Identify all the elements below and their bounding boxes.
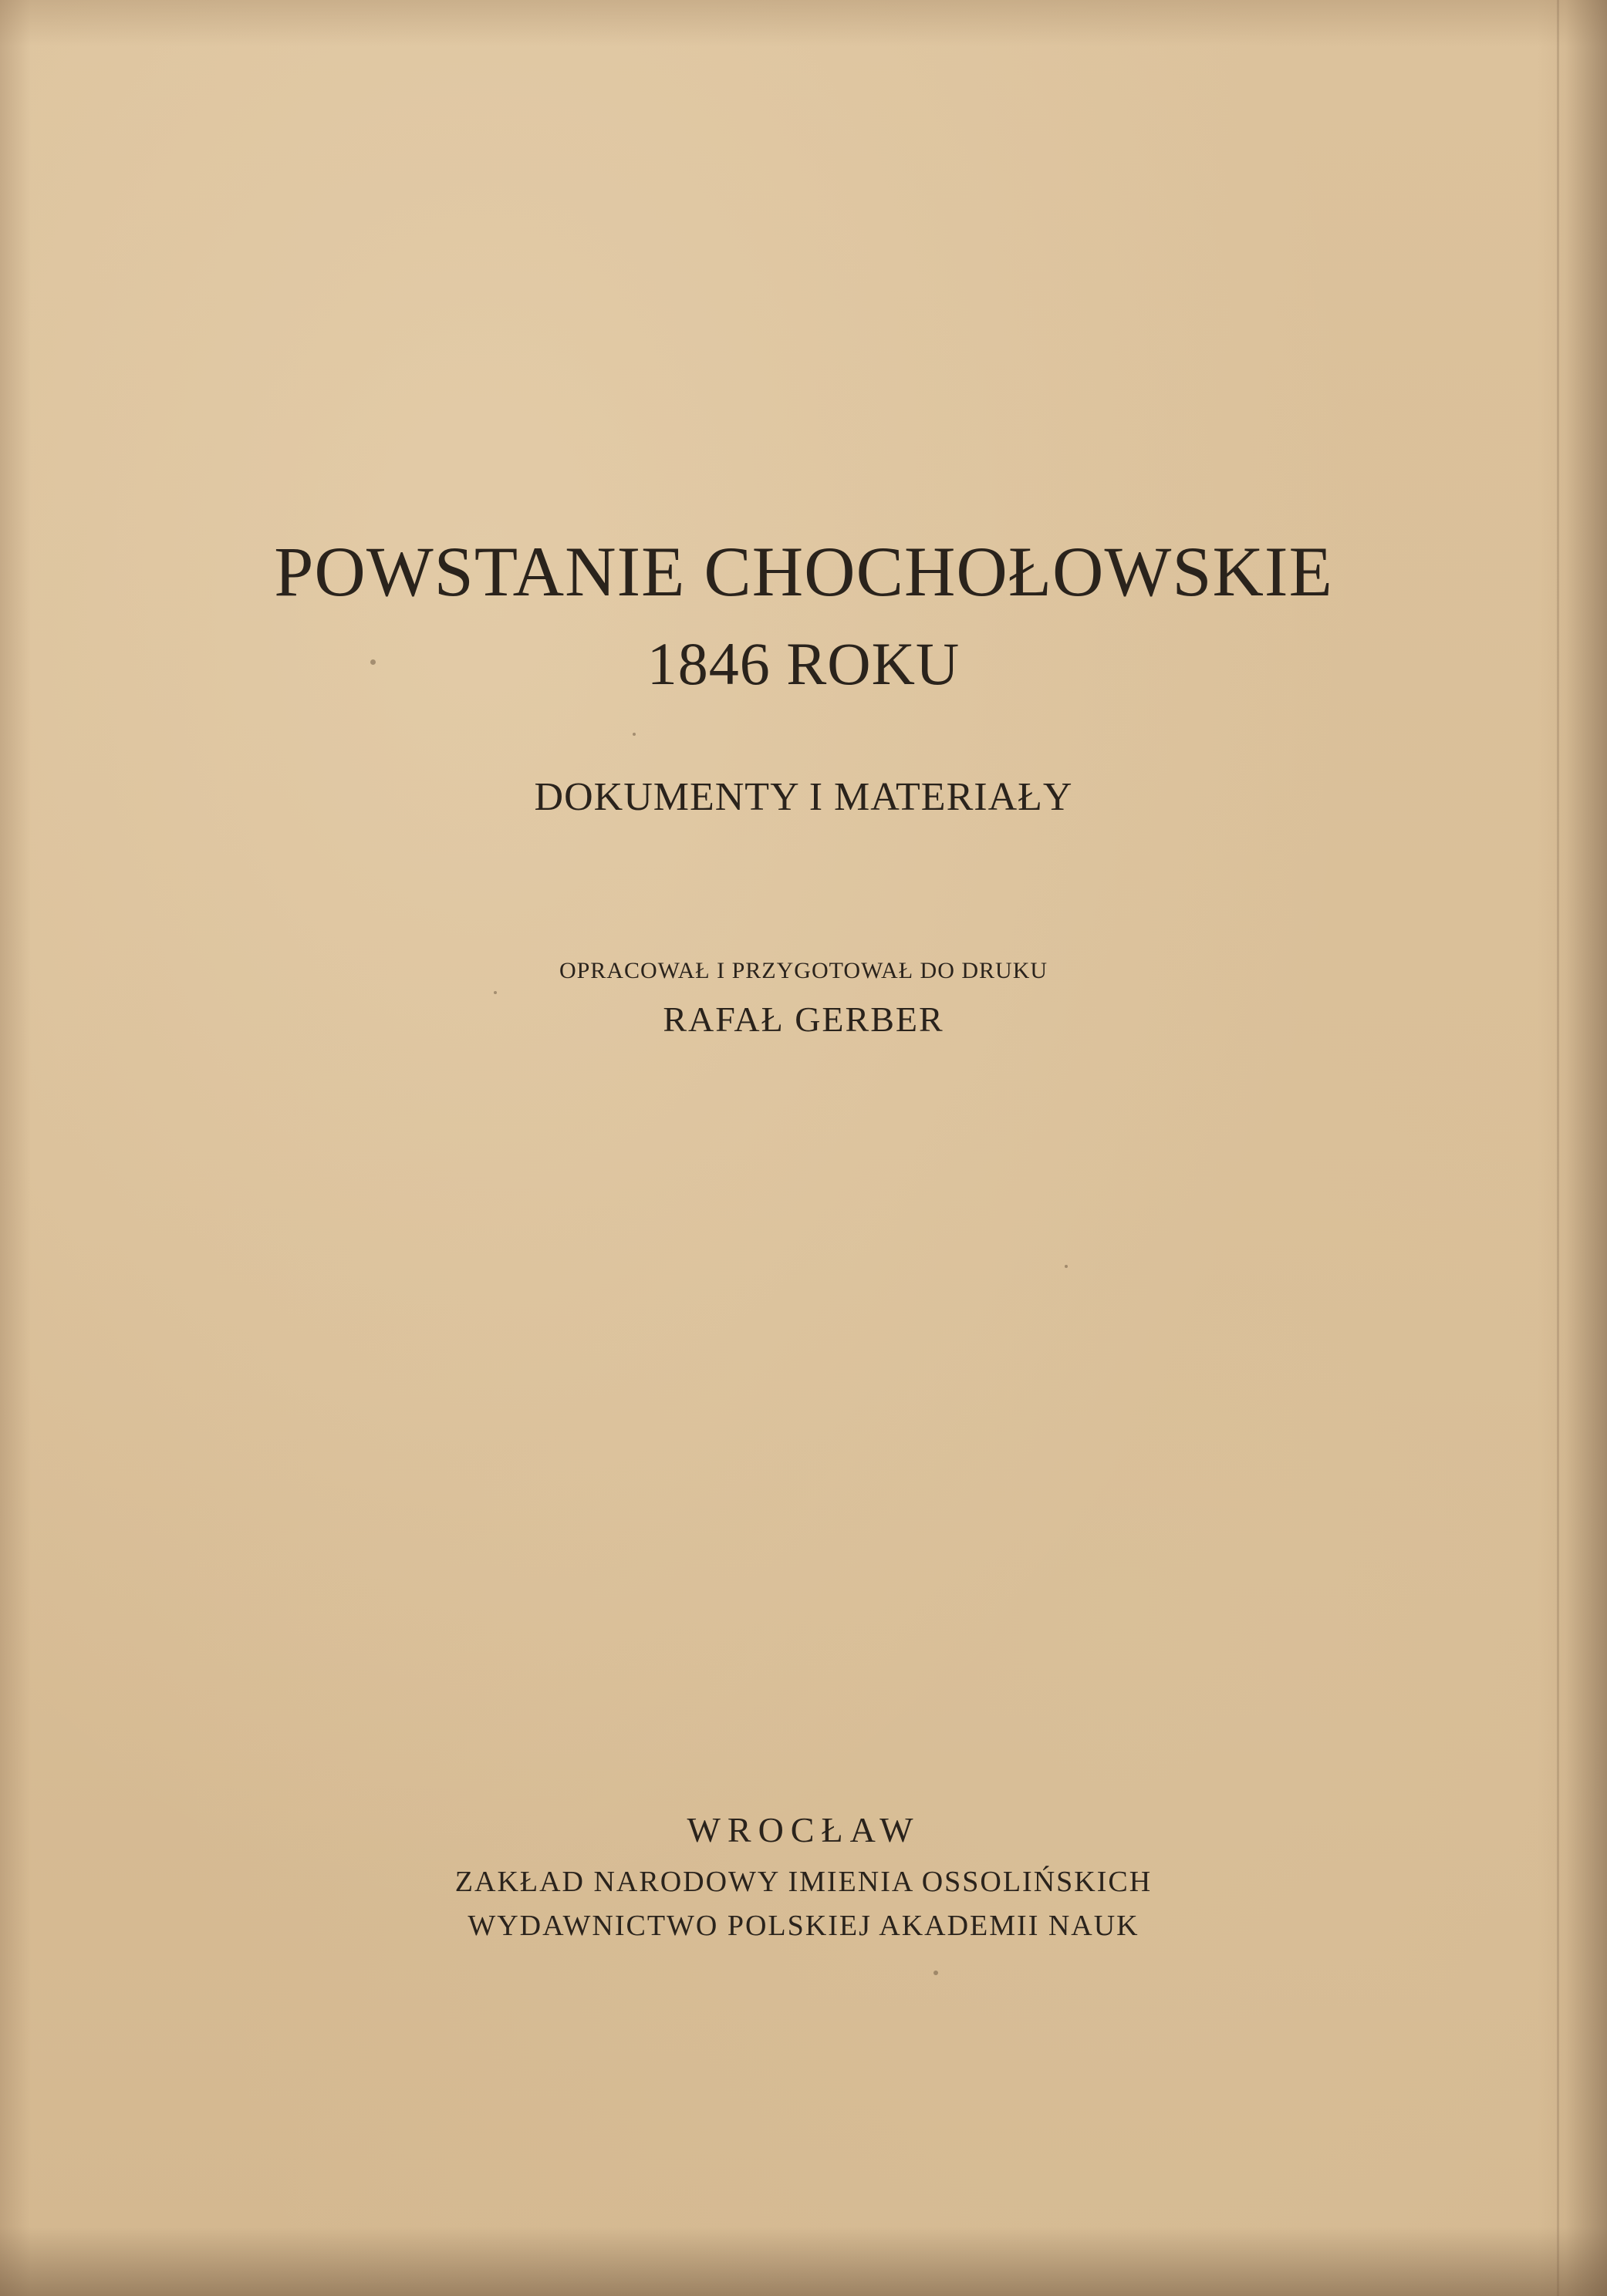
book-title-line-2: 1846 ROKU xyxy=(647,630,960,697)
paper-edge-top xyxy=(0,0,1607,46)
paper-speck xyxy=(633,733,636,736)
paper-fold-line xyxy=(1557,0,1559,2296)
editor-name: RAFAŁ GERBER xyxy=(663,1000,944,1039)
paper-edge-bottom xyxy=(0,2227,1607,2296)
paper-speck xyxy=(933,1971,938,1975)
book-title-line-1: POWSTANIE CHOCHOŁOWSKIE xyxy=(274,532,1333,611)
imprint-publisher-line-2: WYDAWNICTWO POLSKIEJ AKADEMII NAUK xyxy=(468,1910,1139,1942)
imprint-city: WROCŁAW xyxy=(687,1810,920,1849)
imprint-publisher-line-1: ZAKŁAD NARODOWY IMIENIA OSSOLIŃSKICH xyxy=(454,1866,1153,1898)
paper-edge-left xyxy=(0,0,31,2296)
paper-speck xyxy=(1065,1265,1068,1268)
paper-edge-right xyxy=(1538,0,1607,2296)
book-subtitle: DOKUMENTY I MATERIAŁY xyxy=(534,775,1073,819)
editor-credit-note: OPRACOWAŁ I PRZYGOTOWAŁ DO DRUKU xyxy=(559,958,1048,983)
paper-speck xyxy=(494,991,497,994)
